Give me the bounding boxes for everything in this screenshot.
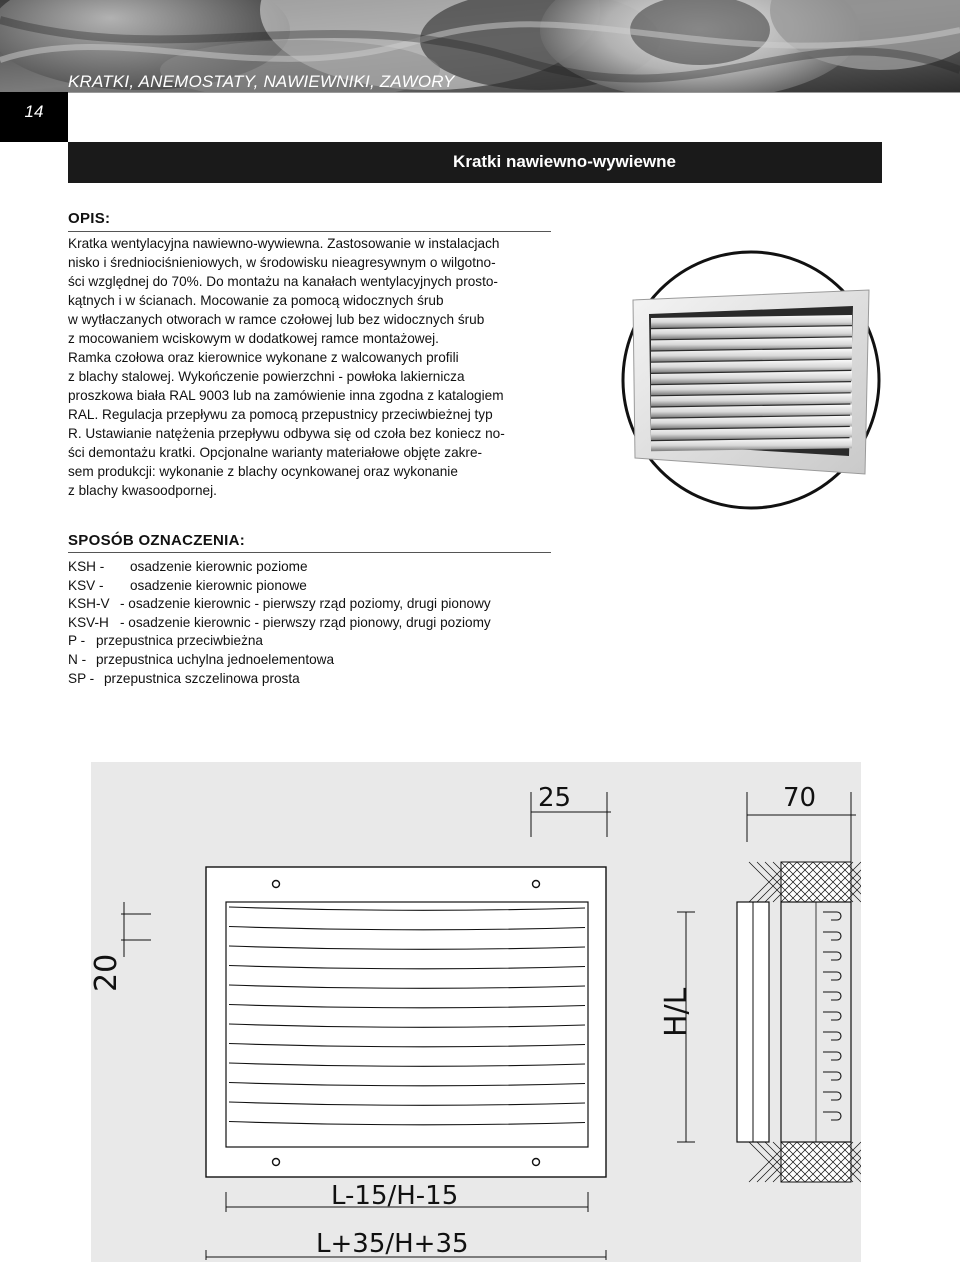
- list-item: [68, 651, 491, 670]
- description-line: z mocowaniem wciskowym w dodatkowej ramce montażowej.: [68, 331, 439, 346]
- series-title: KRATKI, ANEMOSTATY, NAWIEWNIKI, ZAWORY: [68, 72, 455, 91]
- designation-code: P -: [68, 633, 86, 649]
- designation-list: [68, 558, 491, 688]
- page-number-box: [0, 92, 68, 142]
- front-opening: [226, 902, 588, 1147]
- designation-code: SP -: [68, 670, 95, 686]
- description-line: sem produkcji: wykonanie z blachy ocynkowanej oraz wykonanie: [68, 464, 458, 479]
- list-item: [68, 577, 491, 596]
- page-number: 14: [24, 102, 44, 121]
- list-item: [68, 632, 491, 651]
- technical-drawing: [91, 762, 861, 1267]
- designation-text: osadzenie kierownic pionowe: [130, 577, 307, 593]
- designation-rule: [68, 552, 551, 553]
- description-heading: OPIS:: [68, 210, 111, 227]
- designation-text: przepustnica uchylna jednoelementowa: [96, 651, 335, 667]
- designation-code: KSV -: [68, 577, 104, 593]
- description-line: RAL. Regulacja przepływu za pomocą przepustnicy przeciwbieżnej typ: [68, 407, 493, 422]
- description-line: Kratka wentylacyjna nawiewno-wywiewna. Zastosowanie w instalacjach: [68, 236, 500, 251]
- description-line: kątnych i w ścianach. Mocowanie za pomocą widocznych śrub: [68, 293, 444, 308]
- side-flange-top: [781, 862, 851, 902]
- description-line: ści demontażu kratki. Opcjonalne warianty materiałowe objęte zakre-: [68, 445, 483, 460]
- designation-text: przepustnica szczelinowa prosta: [104, 670, 300, 686]
- designation-code: KSH-V: [68, 596, 110, 612]
- grille-photo: [621, 250, 881, 515]
- list-item: [68, 670, 491, 689]
- designation-heading: SPOSÓB OZNACZENIA:: [68, 532, 246, 549]
- dim-25-label: 25: [538, 783, 572, 813]
- dim-inner-label: L-15/H-15: [331, 1181, 459, 1211]
- designation-text: - osadzenie kierownic - pierwszy rząd poziomy, drugi pionowy: [120, 596, 491, 612]
- description-text: [68, 234, 568, 500]
- dim-hl-label: H/L: [659, 987, 694, 1037]
- designation-code: N -: [68, 651, 87, 667]
- description-line: nisko i średniociśnieniowych, w środowisku nieagresywnym o wilgotno-: [68, 255, 496, 270]
- product-title: Kratki nawiewno-wywiewne: [453, 152, 676, 171]
- dim-20-label: 20: [91, 953, 124, 992]
- description-line: Ramka czołowa oraz kierownice wykonane z walcowanych profili: [68, 350, 459, 365]
- list-item: [68, 614, 491, 633]
- description-line: proszkowa biała RAL 9003 lub na zamówienie inna zgodna z katalogiem: [68, 388, 504, 403]
- designation-code: KSH -: [68, 559, 105, 574]
- list-item: [68, 595, 491, 614]
- description-line: ści względnej do 70%. Do montażu na kanałach wentylacyjnych prosto-: [68, 274, 498, 289]
- description-rule: [68, 231, 551, 232]
- designation-text: - osadzenie kierownic - pierwszy rząd pionowy, drugi poziomy: [120, 614, 491, 630]
- dim-outer-label: L+35/H+35: [316, 1229, 469, 1259]
- side-flange-bottom: [781, 1142, 851, 1182]
- list-item: [68, 558, 491, 577]
- description-line: z blachy kwasoodpornej.: [68, 483, 217, 498]
- designation-code: KSV-H: [68, 614, 109, 630]
- header-rule: [68, 92, 960, 93]
- description-line: R. Ustawianie natężenia przepływu odbywa się od czoła bez koniecz no-: [68, 426, 505, 441]
- dim-70-label: 70: [783, 783, 817, 813]
- description-line: z blachy stalowej. Wykończenie powierzchni - powłoka lakiernicza: [68, 369, 465, 384]
- designation-text: osadzenie kierownic poziome: [130, 559, 308, 574]
- designation-text: przepustnica przeciwbieżna: [96, 633, 263, 649]
- description-line: w wytłaczanych otworach w ramce czołowej lub bez widocznych śrub: [68, 312, 485, 327]
